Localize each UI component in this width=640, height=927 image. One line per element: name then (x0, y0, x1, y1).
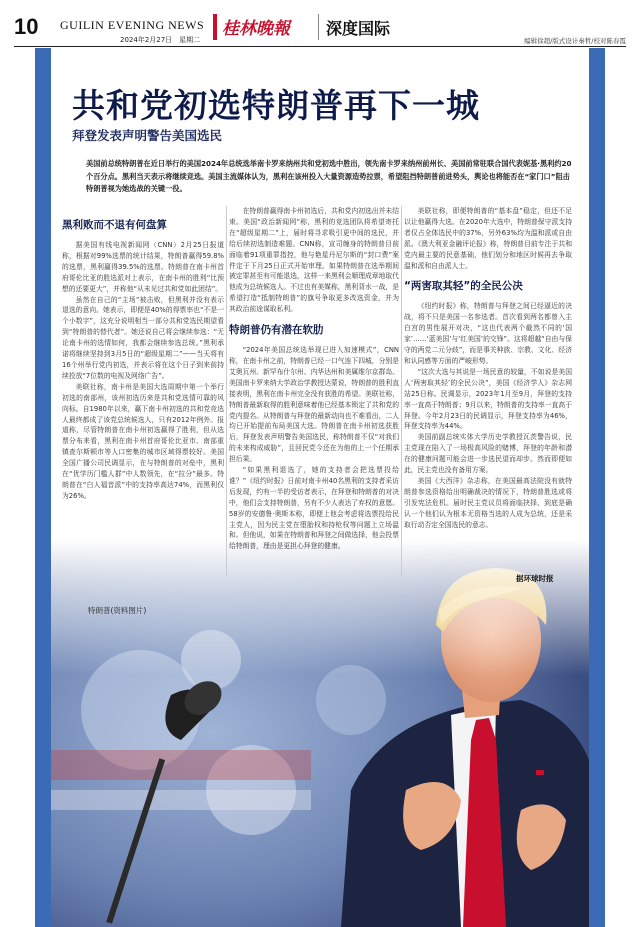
editor-credits: 编辑徐超/版式设计秦哲/校对陈春霞 (524, 37, 626, 45)
article-column-2 (229, 206, 399, 552)
body-paragraph: 虽然在自己的“主场”被击败，但黑利并没有表示退选的意向。她表示，即便是40%的得票率也“不是一个小数字”，这充分说明相当一部分共和党选民期望看到“特朗普的替代者”。她还说自己将会继续参选：“无论南卡州的选情如何，我都会继续参选总统。”黑利承诺将继续坚持到3月5日的“超级星期二”——当天将有16个州举行党内初选，并表示将在这个日子到来前持续投放“7位数的电视及网络广告”。 (62, 295, 224, 380)
column-divider (401, 206, 402, 576)
body-paragraph: 美联社称，南卡州是美国大选周期中第一个举行初选的南部州，该州初选历来是共和党选情可靠的风向标。自1980年以来，赢下南卡州初选的共和党竞选人最终都成了该党总统候选人，只有2012年例外。报道称，尽管特朗普在南卡州初选赢得了胜利，但从选票分布来看，黑利在南卡州首府哥伦比亚市、南部重镇查尔斯顿市等人口密集的城市区域得票较好。美国全国广播公司民调显示，在与特朗普的对垒中，黑利在“优学历门槛人群”中人数领先，在“拉分”最多。特朗普在“白人福音派”中的支持率高达74%，而黑利仅为26%。 (62, 382, 224, 500)
headline: 共和党初选特朗普再下一城 (72, 86, 480, 125)
subheadline: 拜登发表声明警告美国选民 (72, 128, 223, 143)
photo-caption: 特朗普(资料图片) (88, 606, 147, 615)
paper-name-english: GUILIN EVENING NEWS (60, 18, 205, 32)
frame-bar-right (589, 48, 605, 927)
article-column-3 (404, 206, 572, 530)
section-heading: 特朗普仍有潜在软肋 (229, 324, 324, 337)
logo-mark (213, 14, 217, 40)
trump-photo (51, 540, 589, 927)
body-paragraph: “2024年美国总统选举现已进入加速模式”，CNN称，在南卡州之前，特朗普已经一口气连下四城，分别是艾奥瓦州、新罕布什尔州、内华达州和美属维尔京群岛。美国南卡罗来纳大学政治学教授达蒙说，特朗普的胜利直接表明，黑利在南卡州完全没有获胜的希望。美联社称，特朗普最新取得的胜利意味着他已经基本锁定了共和党的党内提名。从特朗普与拜登的最新动向也不难看出，二人均已开始提前布局美国大选。特朗普在南卡州初选获胜后，拜登发表声明警告美国选民，称特朗普不仅“对我们的未来构成威胁”，且回民党今还在为他的上一个任期承担后果。 (229, 346, 399, 464)
masthead (0, 0, 640, 48)
body-paragraph: 美国前副总统实体大学历史学教授瓦茨警告说，民主党现在陷入了一场极高风险的赌博，拜登的年龄和潜在的健康问题可能会进一步选民望而却步。然而即便如此，民主党也没有备用方案。 (404, 433, 572, 475)
body-paragraph: 美联社称，即便特朗普的“基本盘”稳定，但还不足以让他赢得大选。在2020年大选中，特朗普保守派支持者仅占全体选民中的37%，另外63%均为温和派或自由派。《澳大利亚金融评论报》称，特朗普目前专注于共和党内最主要的民意基础，他们划分和地区时候再去争取温和派和自由派人士。 (404, 207, 572, 270)
body-paragraph: 据美国有线电视新闻网（CNN）2月25日报道称，根据对99%选票的统计结果，特朗普赢得59.8%的选票，黑利赢得39.5%的选票。特朗普在南卡州首府哥伦比亚的胜选派对上表示，在南卡州的胜利“比预想的还要更大”，并称他“从未见过共和党如此团结”。 (62, 241, 224, 293)
body-paragraph: 美国《大西洋》杂志称，在美国最高法院没有就特朗普参选资格给出明确裁决的情况下，特朗普胜选或将引发宪法危机。届时民主党议员将面临抉择，到底是确认一个他们认为根本无资格当选的人成为总统，还是采取行动否定全国选民的意志。 (404, 476, 572, 529)
section-title: 深度国际 (326, 19, 391, 38)
column-divider (226, 206, 227, 576)
publication-date: 2024年2月27日 星期二 (120, 36, 201, 44)
section-heading: “两害取其轻”的全民公决 (404, 280, 523, 293)
article-column-1 (62, 218, 224, 502)
body-paragraph: 在特朗普赢得南卡州初选后，共和党内初选出并未结束。美国“政治新闻网”称，黑利的竞选团队将希望寄托在“超级星期二”上，届时将寻求吸引更中间的选民，并给后续初选制造难题。CNN称，宣司缠身的特朗普目前面临着91项重罪指控，他与艳星丹尼尔斯的“封口费”案件定于下月25日正式开始审理。如果特朗普在选举期间被定罪甚至有可能退选，这样一来黑利会顺理成章地取代他成为总统候选人。不过也有美媒称，黑利背水一战，是希望打造“抵制特朗普”的旗号争取更多改选资金，并为其政治前途谋取私利。 (229, 207, 399, 314)
frame-bar-left (35, 48, 51, 927)
lead-paragraph: 美国前总统特朗普在近日举行的美国2024年总统选举南卡罗来纳州共和党初选中胜出，领先南卡罗来纳州前州长、美国前常驻联合国代表妮基·黑利约20个百分点。黑利当天表示将继续竞选。美国主流媒体认为，黑利在该州投入大量资源造势拉票，希望阻挡特朗普前进势头，舆论也将能否在“家门口”阻击特朗普视为她选战的关键一役。 (86, 159, 572, 193)
masthead-divider (318, 14, 319, 40)
paper-logo-chinese: 桂林晚報 (222, 19, 290, 39)
masthead-rule (14, 46, 626, 47)
body-paragraph: “这次大选与其说是一场民意的较量，不如说是美国人‘两害取其轻’的全民公决”，美国《经济学人》杂志网站25日称。民调显示，2023年1月至9月，拜登的支持率一直高于特朗普；9月以来，特朗普的支持率一直高于拜登。今年2月23日的民调显示，拜登支持率为46%，拜登支持率为44%。 (404, 367, 572, 431)
source-credit: 据环球时报 (516, 574, 554, 583)
body-paragraph: 《纽约时报》称，特朗普与拜登之间已经逼近的决战，将不只是美国一名参选者。首次看到两名都曾入主白宫的男性展开对决，“这也代表两个截然不同的‘国家’……‘蓝美国’与‘红美国’的交锋”。这将超越“自由与保守的两党二元分歧”，而是事关种族、宗教、文化、经济和认同感等方面的严峻形势。 (404, 302, 572, 365)
page-number: 10 (14, 14, 39, 39)
section-heading: 黑利败而不退有何盘算 (62, 219, 167, 231)
body-paragraph: “如果黑利退选了，她的支持者会把选票投给谁？”《纽约时报》日前对南卡州40名黑利的支持者采访后发现，约有一半的受访者表示，在拜登和特朗普的对决中，他们会支持特朗普，另有不少人表达了弃权的意愿。58岁的安德鲁·奥斯本称，即便上他会考虑将选票投给民主党人，因为民主党在堕胎权和持枪权等问题上立场温和。但他说，如果在特朗普和拜登之间做选择，他会投票给特朗普，理由是更担心拜登的健康。 (229, 466, 399, 551)
